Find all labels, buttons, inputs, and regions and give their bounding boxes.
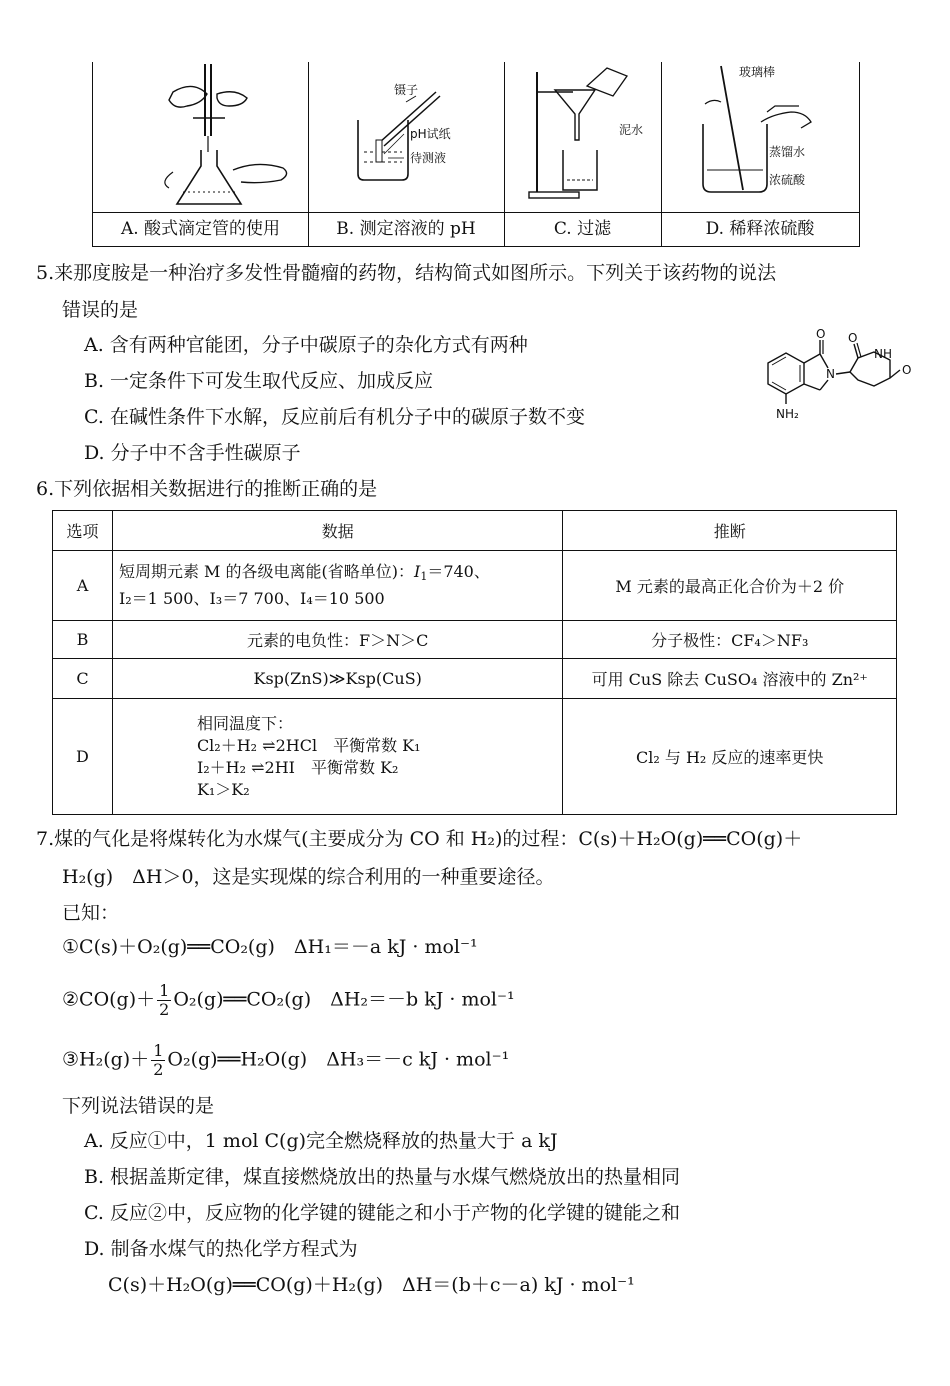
label-glass-rod: 玻璃棒 [739, 65, 776, 79]
eq3-left: ③H₂(g)＋ [62, 1048, 150, 1071]
q5-option-d: D. 分子中不含手性碳原子 [84, 442, 301, 464]
row-c-inference: 可用 CuS 除去 CuSO₄ 溶液中的 Zn²⁺ [563, 659, 897, 699]
acid-dilution-illustration [683, 62, 859, 210]
eq2-fraction [157, 982, 171, 1019]
row-d-option: D [53, 699, 113, 815]
q7-stem-line1: 7.煤的气化是将煤转化为水煤气(主要成分为 CO 和 H₂)的过程：C(s)＋H₂O(g)══CO(g)＋ [36, 828, 803, 850]
struct-label-nh: NH [874, 347, 892, 361]
q7-equation-3 [62, 1042, 509, 1079]
row-a-i-subscript: 1 [420, 570, 428, 583]
table-row [53, 621, 897, 659]
eq3-frac-numerator: 1 [153, 1041, 164, 1060]
row-a-data-line2: I₂＝1 500、I₃＝7 700、I₄＝10 500 [118, 589, 385, 608]
q7-option-b: B. 根据盖斯定律，煤直接燃烧放出的热量与水煤气燃烧放出的热量相同 [84, 1166, 681, 1188]
table-row [53, 659, 897, 699]
burette-titration-illustration [133, 62, 303, 210]
row-b-inference: 分子极性：CF₄＞NF₃ [563, 621, 897, 659]
eq2-frac-denominator: 2 [159, 1000, 170, 1019]
struct-label-nh2: NH₂ [776, 407, 799, 421]
table-row [53, 699, 897, 815]
lenalidomide-structure [758, 328, 930, 428]
header-inference: 推断 [563, 511, 897, 551]
struct-label-o3: O [902, 363, 912, 377]
header-option: 选项 [53, 511, 113, 551]
row-c-data: Ksp(ZnS)≫Ksp(CuS) [112, 659, 563, 699]
label-distilled-water: 蒸馏水 [769, 145, 806, 159]
q5-option-b: B. 一定条件下可发生取代反应、加成反应 [84, 370, 434, 392]
row-a-data-line1: 短周期元素 M 的各级电离能(省略单位)： [118, 562, 414, 581]
struct-label-n: N [826, 367, 835, 381]
eq2-frac-numerator: 1 [159, 981, 170, 1000]
struct-label-o2: O [848, 331, 858, 345]
q6-stem: 6.下列依据相关数据进行的推断正确的是 [36, 478, 378, 500]
row-d-data [112, 699, 563, 815]
label-ph-paper: pH试纸 [410, 127, 451, 141]
row-a-data [112, 551, 563, 621]
row-a-i-symbol: I [413, 562, 421, 581]
q5-stem-line1: 5.来那度胺是一种治疗多发性骨髓瘤的药物，结构简式如图所示。下列关于该药物的说法 [36, 262, 777, 284]
caption-a: A. 酸式滴定管的使用 [120, 219, 281, 239]
row-d-data-line4: K₁＞K₂ [196, 779, 250, 799]
eq3-frac-denominator: 2 [153, 1060, 164, 1079]
filtration-illustration [515, 62, 665, 210]
q7-equation-2 [62, 982, 515, 1019]
q7-final-equation: C(s)＋H₂O(g)══CO(g)＋H₂(g) ΔH＝(b＋c－a) kJ · mol⁻¹ [108, 1274, 635, 1296]
q7-option-d: D. 制备水煤气的热化学方程式为 [84, 1238, 358, 1260]
table-row [53, 551, 897, 621]
label-tweezers: 镊子 [394, 83, 419, 97]
q7-question: 下列说法错误的是 [62, 1095, 215, 1117]
ph-test-illustration [318, 62, 498, 210]
row-b-data: 元素的电负性：F＞N＞C [112, 621, 563, 659]
caption-c: C. 过滤 [553, 219, 612, 239]
q5-option-a: A. 含有两种官能团，分子中碳原子的杂化方式有两种 [84, 334, 528, 356]
q5-stem-line2: 错误的是 [62, 299, 139, 321]
row-d-data-line2: Cl₂＋H₂ ⇌2HCl 平衡常数 K₁ [196, 735, 421, 755]
row-d-data-line1: 相同温度下： [196, 713, 293, 733]
eq3-fraction [151, 1042, 165, 1079]
label-muddy-water: 泥水 [619, 123, 644, 137]
eq2-right: O₂(g)══CO₂(g) ΔH₂＝－b kJ · mol⁻¹ [173, 988, 515, 1011]
eq2-left: ②CO(g)＋ [62, 988, 156, 1011]
struct-label-o1: O [816, 328, 826, 341]
caption-d: D. 稀释浓硫酸 [705, 219, 815, 239]
label-conc-sulfuric-acid: 浓硫酸 [769, 173, 806, 187]
row-b-option: B [53, 621, 113, 659]
row-a-option: A [53, 551, 113, 621]
row-d-data-line3: I₂＋H₂ ⇌2HI 平衡常数 K₂ [196, 757, 399, 777]
q7-option-c: C. 反应②中，反应物的化学键的键能之和小于产物的化学键的键能之和 [84, 1202, 680, 1224]
q7-option-a: A. 反应①中，1 mol C(g)完全燃烧释放的热量大于 a kJ [84, 1130, 558, 1152]
caption-b: B. 测定溶液的 pH [336, 219, 476, 239]
row-c-option: C [53, 659, 113, 699]
q7-known: 已知： [62, 902, 120, 924]
q6-data-table [52, 510, 897, 815]
label-test-solution: 待测液 [410, 151, 447, 165]
row-d-inference: Cl₂ 与 H₂ 反应的速率更快 [563, 699, 897, 815]
table-header-row [53, 511, 897, 551]
q7-equation-1: ①C(s)＋O₂(g)══CO₂(g) ΔH₁＝－a kJ · mol⁻¹ [62, 936, 478, 958]
header-data: 数据 [112, 511, 563, 551]
apparatus-table [92, 62, 860, 247]
row-a-inference: M 元素的最高正化合价为＋2 价 [563, 551, 897, 621]
q7-stem-line2: H₂(g) ΔH＞0，这是实现煤的综合利用的一种重要途径。 [62, 866, 555, 888]
row-a-i1-value: ＝740、 [427, 562, 490, 581]
q5-option-c: C. 在碱性条件下水解，反应前后有机分子中的碳原子数不变 [84, 406, 585, 428]
eq3-right: O₂(g)══H₂O(g) ΔH₃＝－c kJ · mol⁻¹ [167, 1048, 510, 1071]
